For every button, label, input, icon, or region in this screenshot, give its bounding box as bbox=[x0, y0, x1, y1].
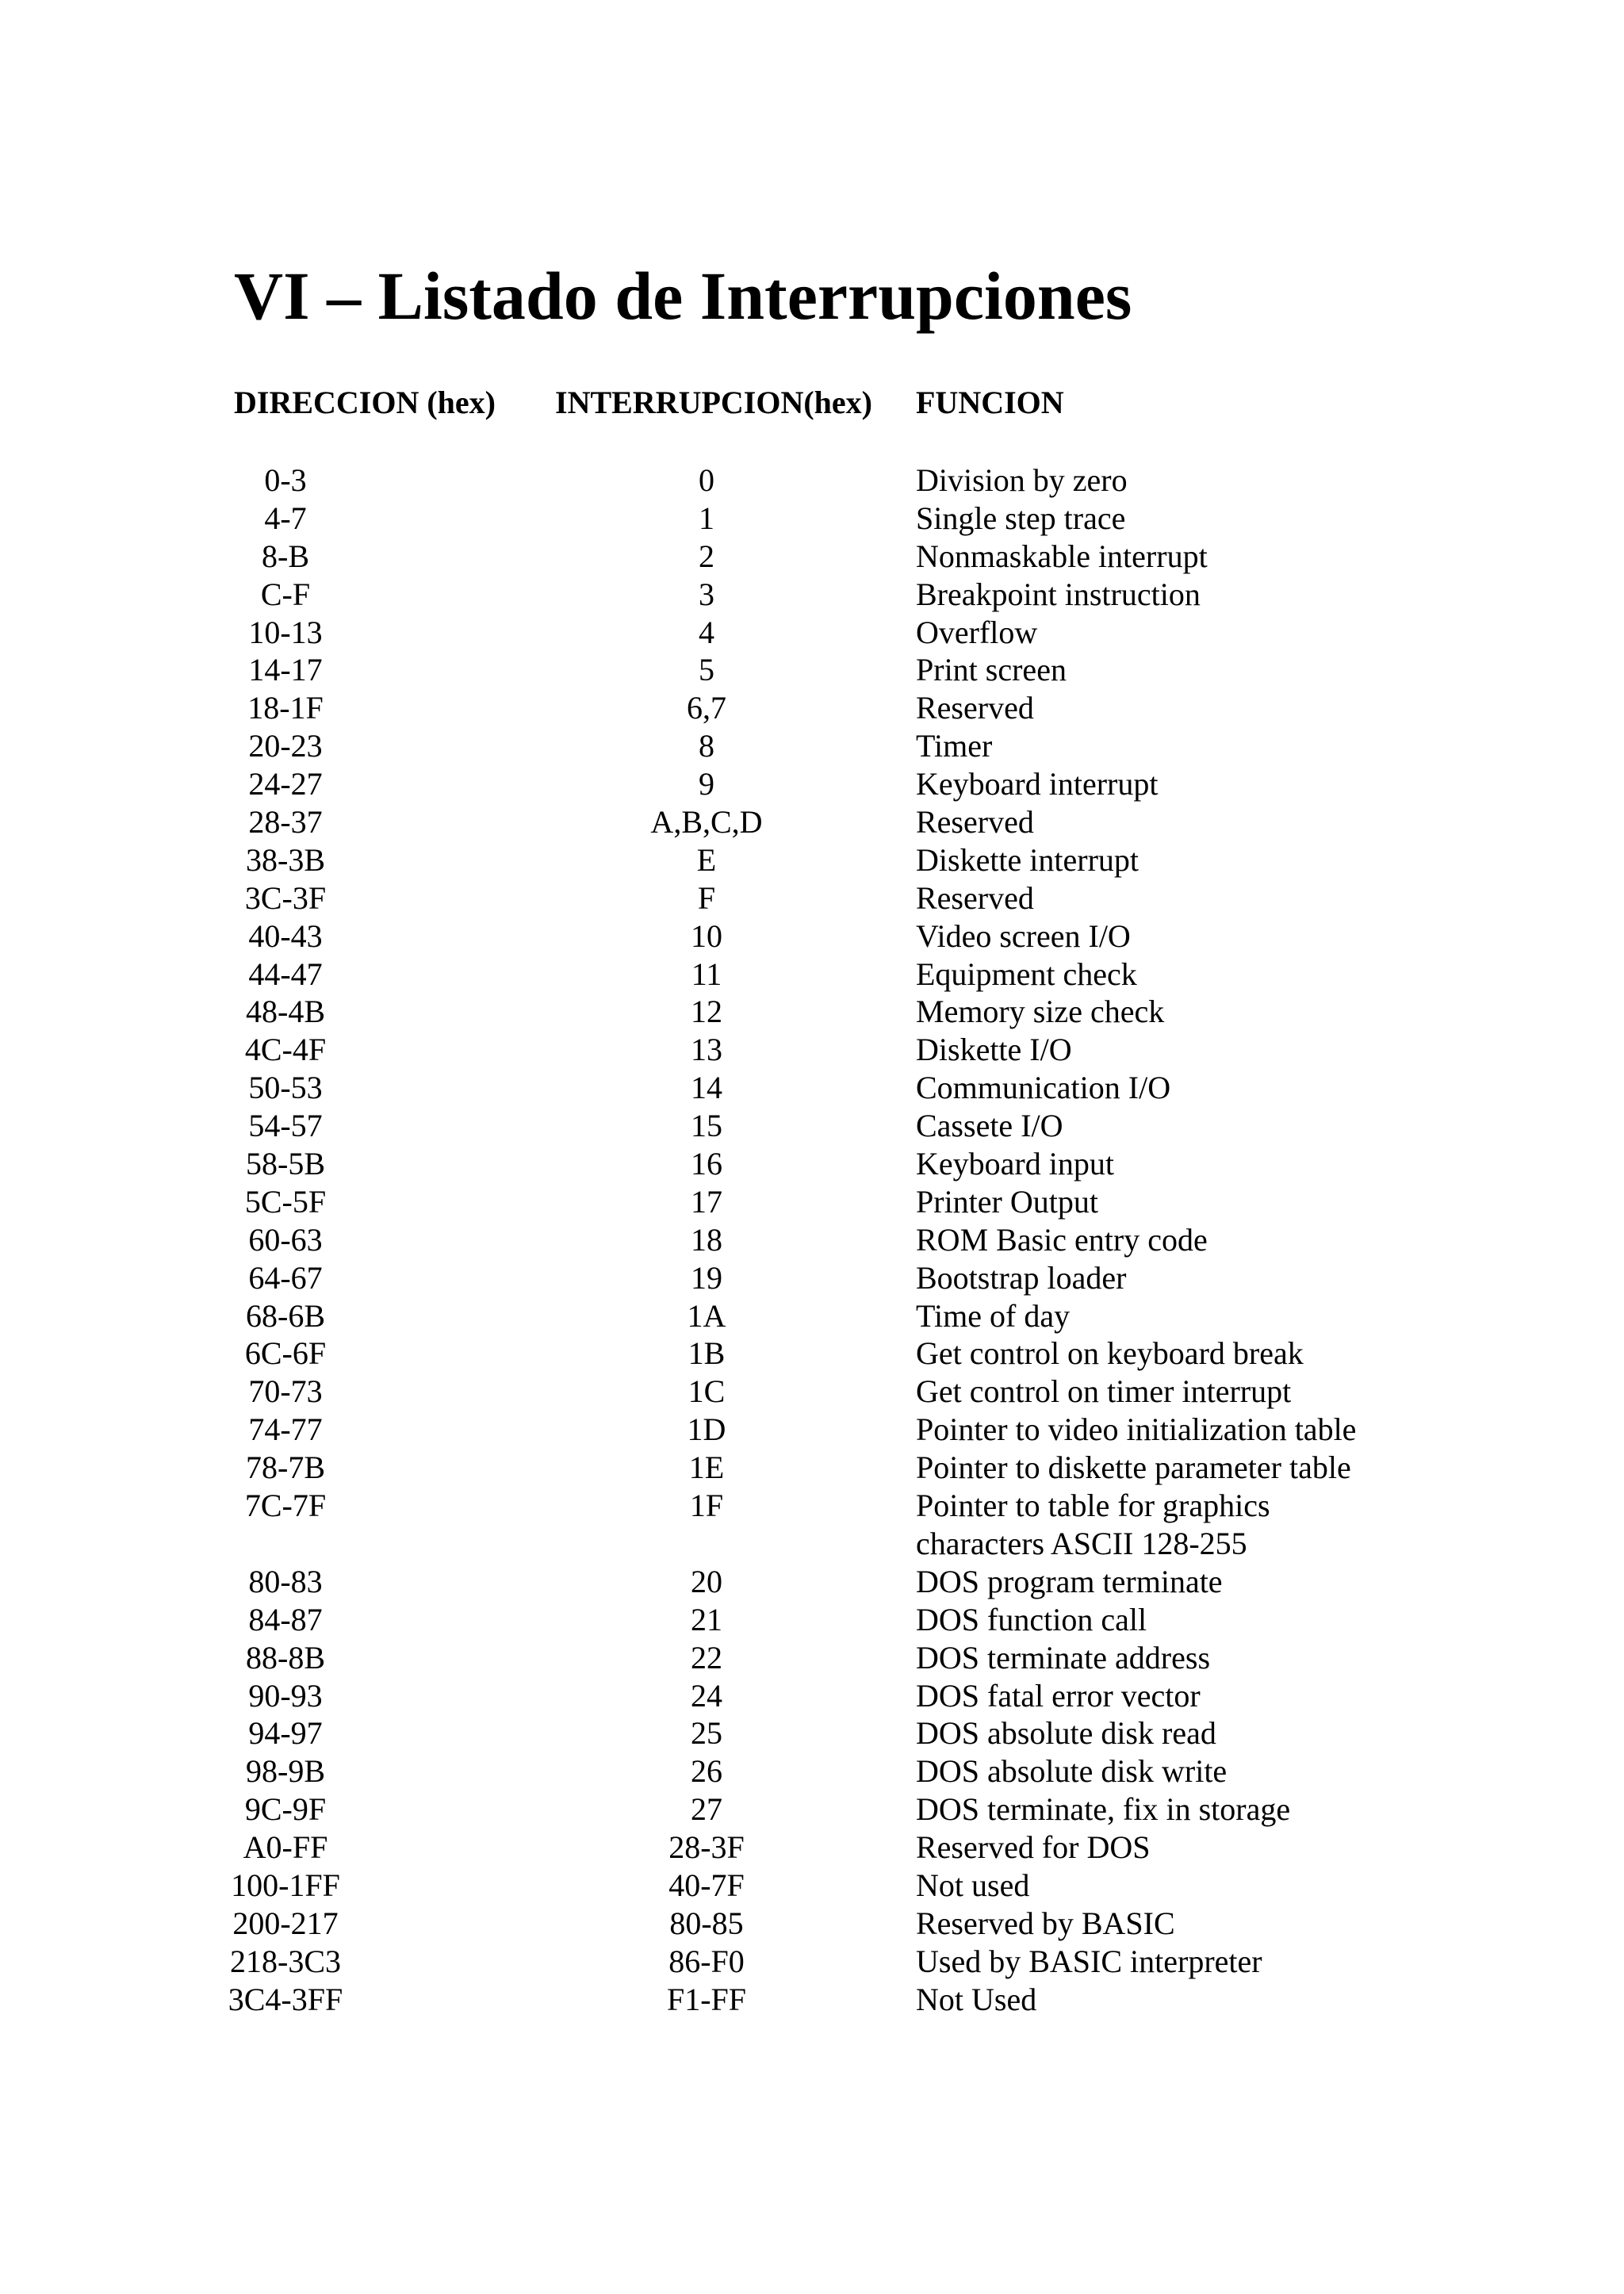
funcion-cell: ROM Basic entry code bbox=[916, 1221, 1208, 1258]
interrupcion-cell: 1F bbox=[689, 1488, 724, 1524]
direccion-cell: 28-37 bbox=[248, 804, 323, 841]
interrupcion-cell: 13 bbox=[691, 1032, 722, 1068]
table-row bbox=[0, 1221, 1624, 1259]
direccion-cell: 3C4-3FF bbox=[228, 1981, 343, 2017]
interrupcion-cell: 0 bbox=[699, 462, 714, 498]
funcion-cell: Timer bbox=[916, 728, 993, 764]
funcion-cell: DOS fatal error vector bbox=[916, 1677, 1201, 1714]
funcion-cell: Diskette I/O bbox=[916, 1032, 1072, 1068]
direccion-cell: 80-83 bbox=[248, 1563, 323, 1599]
direccion-cell: 14-17 bbox=[248, 652, 323, 688]
direccion-cell: 0-3 bbox=[264, 462, 307, 498]
interrupt-table bbox=[0, 461, 1624, 2019]
table-row bbox=[0, 1145, 1624, 1183]
table-row bbox=[0, 1411, 1624, 1449]
table-row bbox=[0, 1867, 1624, 1905]
interrupcion-cell: 22 bbox=[691, 1639, 722, 1676]
direccion-cell: 24-27 bbox=[248, 766, 323, 802]
direccion-cell: 54-57 bbox=[248, 1108, 323, 1144]
page-title: VI – Listado de Interrupciones bbox=[234, 258, 1132, 334]
table-row bbox=[0, 993, 1624, 1031]
table-row bbox=[0, 1335, 1624, 1373]
interrupcion-cell: 1E bbox=[688, 1450, 725, 1486]
funcion-cell: Communication I/O bbox=[916, 1070, 1171, 1106]
interrupcion-cell: F bbox=[697, 879, 716, 916]
interrupcion-cell: 24 bbox=[691, 1677, 722, 1714]
funcion-cell: DOS absolute disk write bbox=[916, 1753, 1228, 1790]
funcion-cell: DOS terminate, fix in storage bbox=[916, 1791, 1291, 1828]
interrupcion-cell: 18 bbox=[691, 1221, 722, 1258]
interrupcion-cell: A,B,C,D bbox=[650, 804, 763, 841]
direccion-cell: 48-4B bbox=[246, 994, 325, 1030]
interrupcion-cell: 12 bbox=[691, 994, 722, 1030]
direccion-cell: 38-3B bbox=[246, 841, 325, 878]
funcion-cell: DOS absolute disk read bbox=[916, 1715, 1216, 1752]
table-row bbox=[0, 1677, 1624, 1715]
interrupcion-cell: 10 bbox=[691, 917, 722, 954]
table-row bbox=[0, 879, 1624, 917]
funcion-cell: Not used bbox=[916, 1867, 1030, 1903]
funcion-cell: Get control on keyboard break bbox=[916, 1335, 1304, 1372]
funcion-cell: Equipment check bbox=[916, 956, 1137, 992]
table-row bbox=[0, 1829, 1624, 1867]
table-row bbox=[0, 1183, 1624, 1221]
funcion-cell: Division by zero bbox=[916, 462, 1128, 498]
interrupcion-cell: 9 bbox=[699, 766, 714, 802]
direccion-cell: 4C-4F bbox=[244, 1032, 327, 1068]
interrupcion-cell: 28-3F bbox=[668, 1829, 745, 1866]
direccion-cell: 9C-9F bbox=[244, 1791, 327, 1828]
interrupcion-cell: 15 bbox=[691, 1108, 722, 1144]
direccion-cell: 70-73 bbox=[248, 1373, 323, 1410]
interrupcion-cell: 1C bbox=[688, 1373, 726, 1410]
funcion-cell: Keyboard interrupt bbox=[916, 766, 1159, 802]
interrupcion-cell: 40-7F bbox=[668, 1867, 745, 1903]
table-row bbox=[0, 1790, 1624, 1829]
table-row bbox=[0, 1905, 1624, 1943]
table-row bbox=[0, 1449, 1624, 1487]
direccion-cell: 60-63 bbox=[248, 1221, 323, 1258]
funcion-cell: Reserved for DOS bbox=[916, 1829, 1151, 1866]
table-row bbox=[0, 576, 1624, 614]
table-row bbox=[0, 803, 1624, 841]
table-row bbox=[0, 538, 1624, 576]
interrupcion-cell: 14 bbox=[691, 1070, 722, 1106]
funcion-cell: Get control on timer interrupt bbox=[916, 1373, 1292, 1410]
table-row bbox=[0, 1981, 1624, 2019]
direccion-cell: C-F bbox=[260, 576, 311, 612]
funcion-cell: DOS program terminate bbox=[916, 1563, 1223, 1599]
interrupcion-cell: 19 bbox=[691, 1259, 722, 1296]
column-header-interrupcion: INTERRUPCION(hex) bbox=[555, 385, 872, 420]
interrupcion-cell: 5 bbox=[699, 652, 714, 688]
column-header-funcion: FUNCION bbox=[916, 385, 1064, 420]
direccion-cell: 18-1F bbox=[247, 690, 324, 726]
funcion-cell: Cassete I/O bbox=[916, 1108, 1063, 1144]
table-row bbox=[0, 727, 1624, 765]
table-row bbox=[0, 1069, 1624, 1107]
direccion-cell: 74-77 bbox=[248, 1411, 323, 1448]
funcion-cell: Used by BASIC interpreter bbox=[916, 1943, 1262, 1979]
interrupcion-cell: 1 bbox=[699, 500, 714, 536]
direccion-cell: 3C-3F bbox=[244, 879, 327, 916]
direccion-cell: 88-8B bbox=[246, 1639, 325, 1676]
direccion-cell: 68-6B bbox=[246, 1297, 325, 1334]
table-row bbox=[0, 651, 1624, 689]
funcion-cell: Overflow bbox=[916, 614, 1038, 650]
table-row bbox=[0, 500, 1624, 538]
funcion-cell: Reserved bbox=[916, 804, 1034, 841]
direccion-cell: 10-13 bbox=[248, 614, 323, 650]
table-row bbox=[0, 956, 1624, 994]
funcion-cell: Video screen I/O bbox=[916, 917, 1131, 954]
direccion-cell: 58-5B bbox=[246, 1146, 325, 1182]
table-row bbox=[0, 614, 1624, 652]
table-row bbox=[0, 1487, 1624, 1563]
direccion-cell: 40-43 bbox=[248, 917, 323, 954]
funcion-cell: Print screen bbox=[916, 652, 1067, 688]
direccion-cell: 64-67 bbox=[248, 1259, 323, 1296]
interrupcion-cell: 4 bbox=[699, 614, 714, 650]
table-row bbox=[0, 689, 1624, 727]
interrupcion-cell: 11 bbox=[691, 956, 722, 992]
direccion-cell: 20-23 bbox=[248, 728, 323, 764]
funcion-cell: Keyboard input bbox=[916, 1146, 1114, 1182]
direccion-cell: 6C-6F bbox=[244, 1335, 327, 1372]
direccion-cell: 200-217 bbox=[232, 1905, 339, 1941]
direccion-cell: 90-93 bbox=[248, 1677, 323, 1714]
direccion-cell: 218-3C3 bbox=[230, 1943, 341, 1979]
table-row bbox=[0, 841, 1624, 879]
table-row bbox=[0, 1297, 1624, 1335]
funcion-cell: Nonmaskable interrupt bbox=[916, 538, 1208, 574]
funcion-cell: Single step trace bbox=[916, 500, 1126, 536]
funcion-cell: Reserved bbox=[916, 690, 1034, 726]
table-row bbox=[0, 461, 1624, 500]
funcion-cell: DOS function call bbox=[916, 1601, 1147, 1637]
interrupcion-cell: 1A bbox=[687, 1297, 726, 1334]
direccion-cell: 94-97 bbox=[248, 1715, 323, 1752]
interrupcion-cell: E bbox=[696, 841, 717, 878]
table-row bbox=[0, 1943, 1624, 1981]
funcion-cell: Pointer to table for graphics characters ASCII 128-255 bbox=[916, 1488, 1270, 1561]
table-row bbox=[0, 1714, 1624, 1752]
direccion-cell: 44-47 bbox=[248, 956, 323, 992]
funcion-cell: DOS terminate address bbox=[916, 1639, 1211, 1676]
table-row bbox=[0, 765, 1624, 803]
interrupcion-cell: 17 bbox=[691, 1183, 722, 1220]
interrupcion-cell: 8 bbox=[699, 728, 714, 764]
direccion-cell: 7C-7F bbox=[244, 1488, 327, 1524]
interrupcion-cell: 1D bbox=[687, 1411, 726, 1448]
direccion-cell: 8-B bbox=[262, 538, 309, 574]
funcion-cell: Printer Output bbox=[916, 1183, 1098, 1220]
funcion-cell: Diskette interrupt bbox=[916, 841, 1139, 878]
table-row bbox=[0, 917, 1624, 956]
interrupcion-cell: 86-F0 bbox=[668, 1943, 745, 1979]
column-header-direccion: DIRECCION (hex) bbox=[234, 385, 496, 420]
funcion-cell: Breakpoint instruction bbox=[916, 576, 1201, 612]
table-row bbox=[0, 1107, 1624, 1145]
funcion-cell: Pointer to diskette parameter table bbox=[916, 1450, 1351, 1486]
funcion-cell: Pointer to video initialization table bbox=[916, 1411, 1357, 1448]
table-row bbox=[0, 1639, 1624, 1677]
interrupcion-cell: 3 bbox=[699, 576, 714, 612]
funcion-cell: Bootstrap loader bbox=[916, 1259, 1127, 1296]
interrupcion-cell: 16 bbox=[691, 1146, 722, 1182]
interrupcion-cell: 6,7 bbox=[687, 690, 726, 726]
direccion-cell: 78-7B bbox=[246, 1450, 325, 1486]
table-row bbox=[0, 1373, 1624, 1411]
table-row bbox=[0, 1752, 1624, 1790]
direccion-cell: 50-53 bbox=[248, 1070, 323, 1106]
table-row bbox=[0, 1259, 1624, 1297]
interrupcion-cell: F1-FF bbox=[666, 1981, 747, 2017]
direccion-cell: 5C-5F bbox=[244, 1183, 327, 1220]
interrupcion-cell: 20 bbox=[691, 1563, 722, 1599]
interrupcion-cell: 21 bbox=[691, 1601, 722, 1637]
direccion-cell: A0-FF bbox=[243, 1829, 328, 1866]
interrupcion-cell: 26 bbox=[691, 1753, 722, 1790]
table-row bbox=[0, 1031, 1624, 1069]
direccion-cell: 100-1FF bbox=[231, 1867, 340, 1903]
interrupcion-cell: 80-85 bbox=[669, 1905, 744, 1941]
funcion-cell: Reserved bbox=[916, 879, 1034, 916]
table-row bbox=[0, 1601, 1624, 1639]
funcion-cell: Reserved by BASIC bbox=[916, 1905, 1175, 1941]
interrupcion-cell: 27 bbox=[691, 1791, 722, 1828]
interrupcion-cell: 25 bbox=[691, 1715, 722, 1752]
direccion-cell: 98-9B bbox=[246, 1753, 325, 1790]
funcion-cell: Not Used bbox=[916, 1981, 1037, 2017]
interrupcion-cell: 1B bbox=[688, 1335, 726, 1372]
direccion-cell: 84-87 bbox=[248, 1601, 323, 1637]
direccion-cell: 4-7 bbox=[264, 500, 307, 536]
funcion-cell: Memory size check bbox=[916, 994, 1165, 1030]
table-row bbox=[0, 1563, 1624, 1601]
funcion-cell: Time of day bbox=[916, 1297, 1071, 1334]
interrupcion-cell: 2 bbox=[699, 538, 714, 574]
